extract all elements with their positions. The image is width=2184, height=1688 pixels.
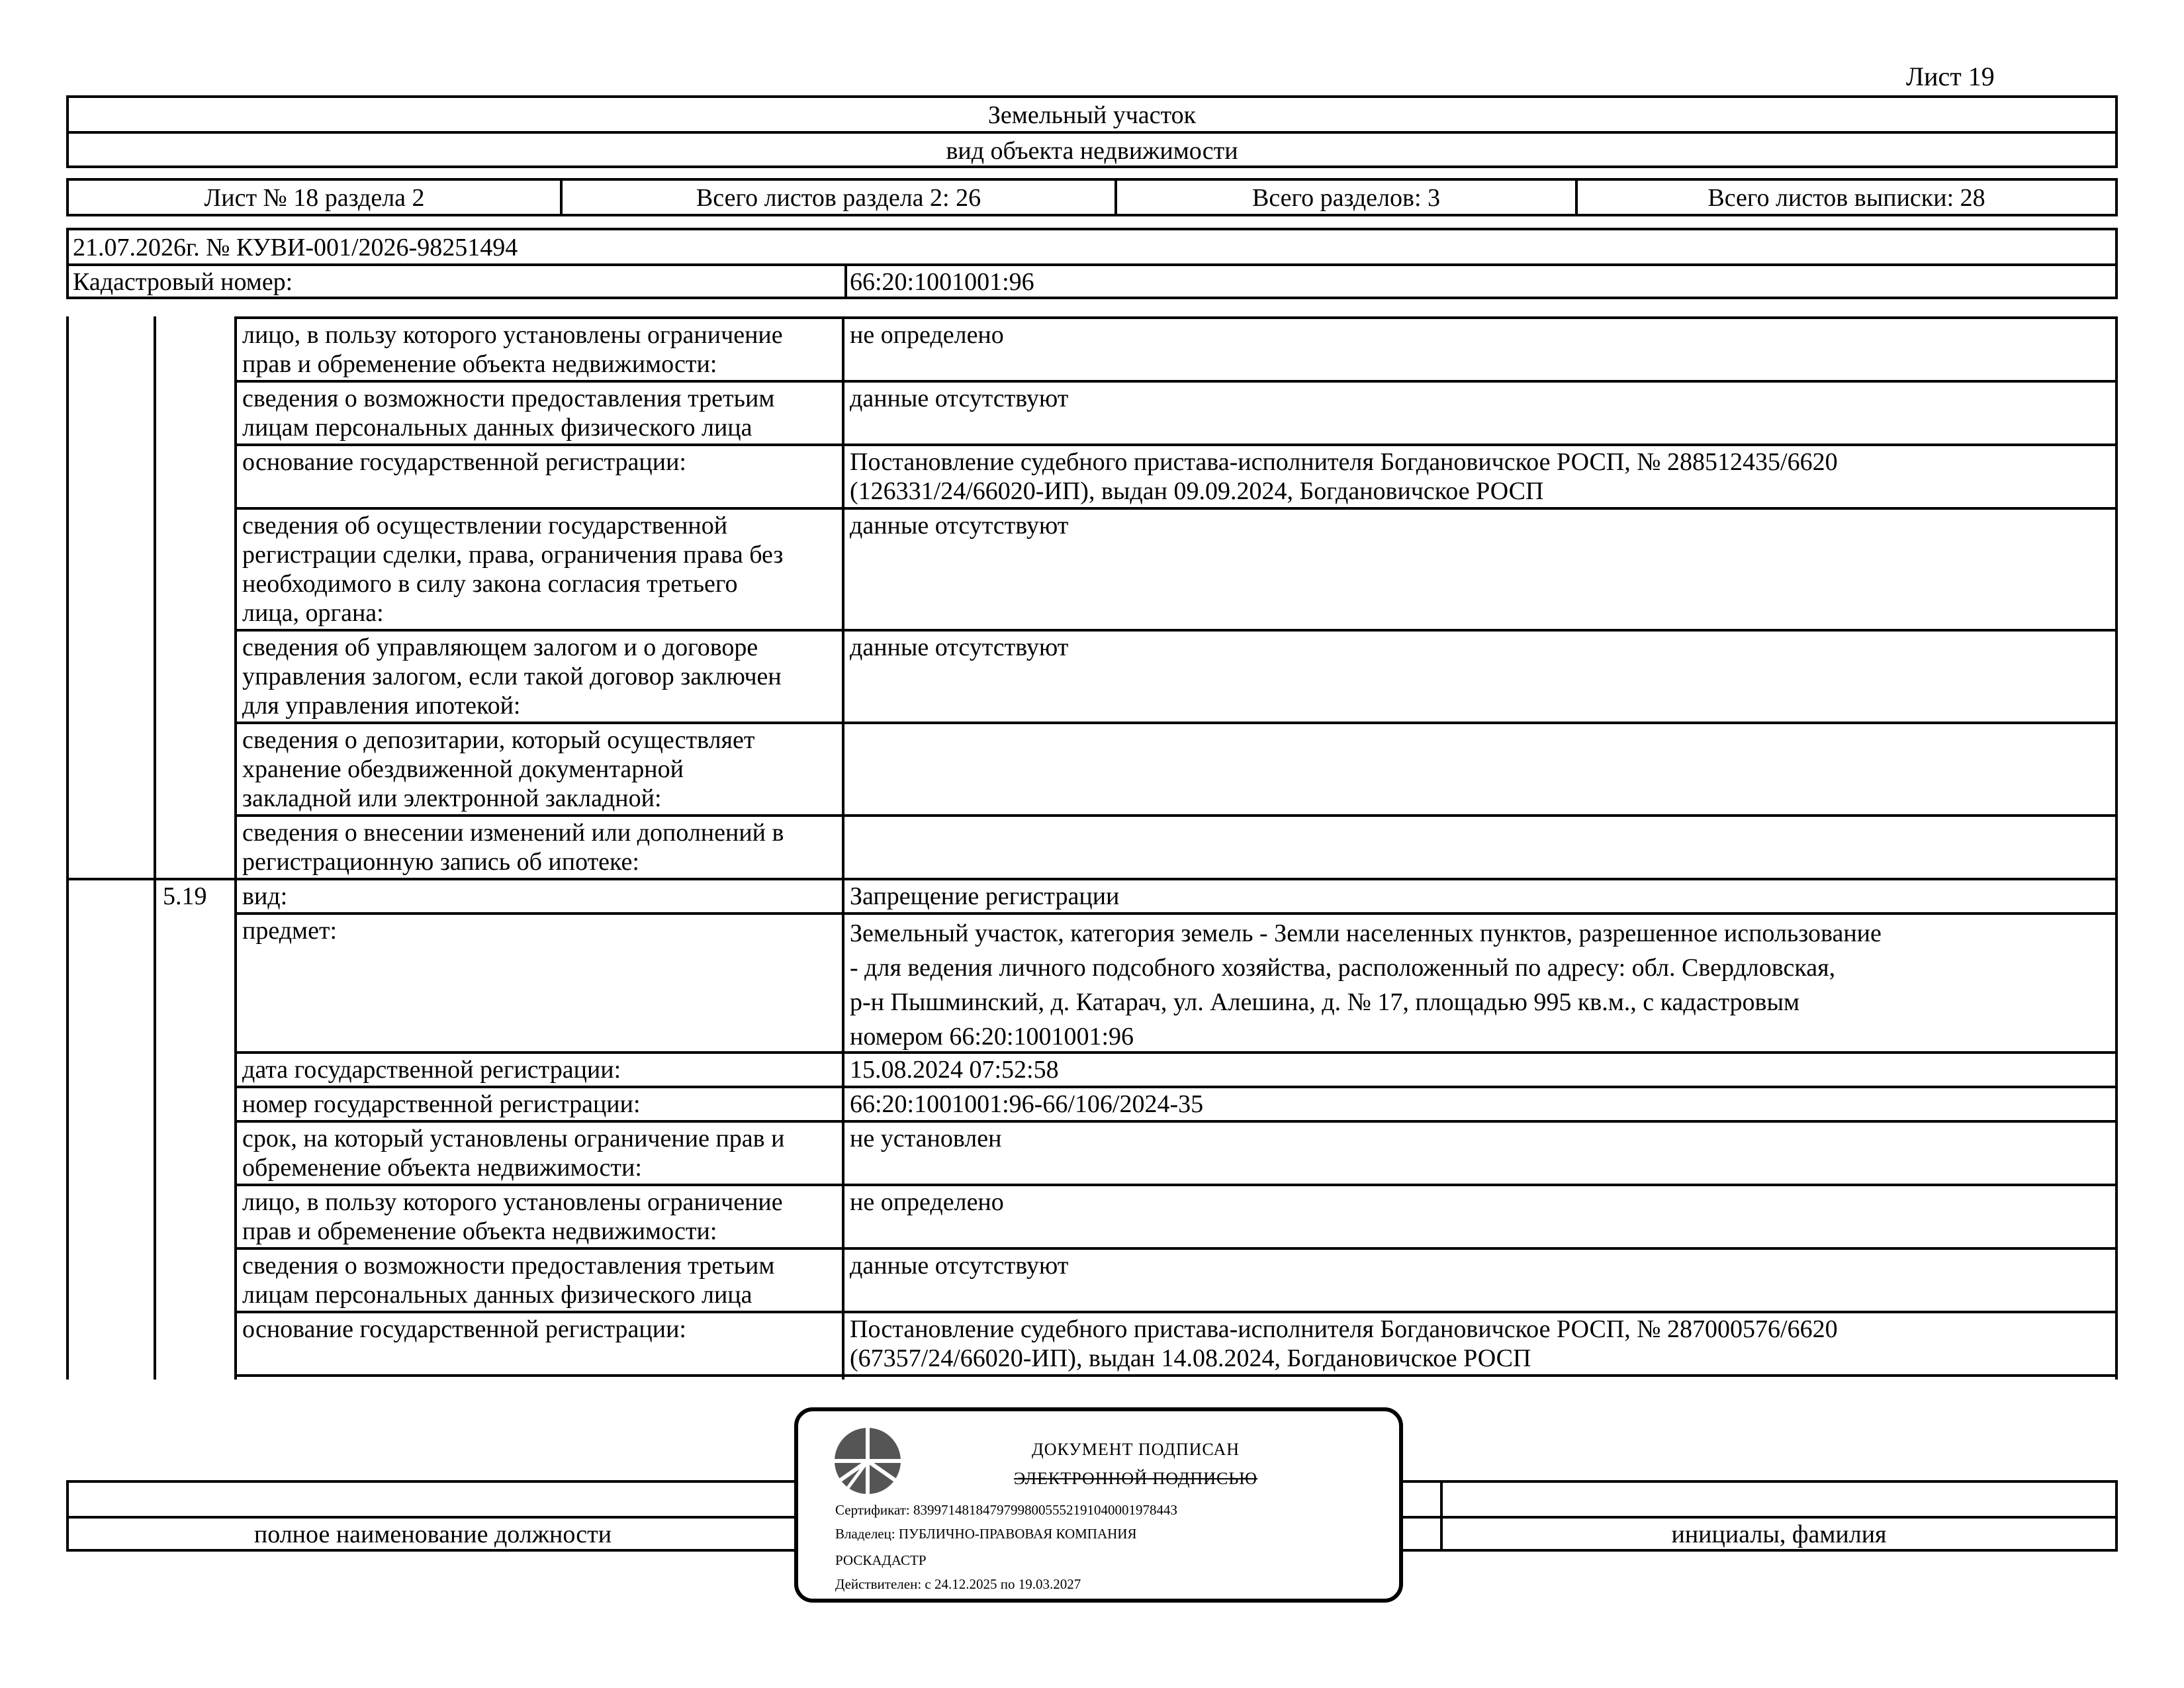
stamp-title-line1: ДОКУМЕНТ ПОДПИСАН — [1031, 1440, 1240, 1459]
row-value: 15.08.2024 07:52:58 — [850, 1056, 1059, 1084]
row-border — [234, 1311, 2118, 1313]
total-sections: Всего разделов: 3 — [1251, 184, 1441, 212]
row-value: данные отсутствуют — [850, 385, 1069, 412]
row-value: Постановление судебного пристава-исполнителя Богдановичское РОСП, № 287000576/6620 (67357/24/66020-ИП), выдан 14.08.2024, Богдановичское РОСП — [850, 1315, 1838, 1372]
extract-date-number: 21.07.2026г. № КУВИ-001/2026-98251494 — [73, 234, 518, 261]
cadastral-value: 66:20:1001001:96 — [850, 268, 1034, 296]
sheet-number: Лист 19 — [1906, 62, 1995, 91]
row-border — [234, 722, 2118, 724]
row-label: сведения об управляющем залогом и о договоре управления залогом, если такой договор заключен для управления ипотекой: — [242, 633, 782, 720]
row-value: Земельный участок, категория земель - Земли населенных пунктов, разрешенное использование - для ведения личного подсобного хозяйства, расположенный по адресу: обл. Свердловская, р-н Пышминский, д. Катарач, ул. Алешина, д. № 17, площадью 995 кв.м., с кадастровым номером 66:20:1001001:96 — [850, 919, 1882, 1051]
row-border — [234, 380, 2118, 383]
row-value: не определено — [850, 321, 1004, 349]
stamp-owner-line1: Владелец: ПУБЛИЧНО-ПРАВОВАЯ КОМПАНИЯ — [835, 1526, 1137, 1542]
object-title: Земельный участок — [987, 101, 1197, 129]
total-sheets-extract: Всего листов выписки: 28 — [1707, 184, 1985, 212]
row-label: номер государственной регистрации: — [242, 1090, 641, 1118]
row-label: дата государственной регистрации: — [242, 1056, 621, 1084]
row-border — [234, 1120, 2118, 1123]
col-value-border — [842, 316, 844, 1380]
stamp-title-line2: ЭЛЕКТРОННОЙ ПОДПИСЬЮ — [1014, 1469, 1257, 1488]
row-border — [234, 912, 2118, 915]
row-border — [66, 878, 2118, 880]
col-label-border — [234, 316, 237, 1380]
col-num-border — [154, 316, 156, 1380]
object-kind-caption: вид объекта недвижимости — [946, 137, 1238, 165]
stamp-certificate: Сертификат: 8399714818479799800555219104000197844З — [835, 1502, 1178, 1518]
row-label: сведения об осуществлении государственной регистрации сделки, права, ограничения права без необходимого в силу закона согласия третьего лица, органа: — [242, 512, 784, 627]
row-border — [234, 814, 2118, 817]
row-value: данные отсутствуют — [850, 1252, 1069, 1280]
cadastral-label: Кадастровый номер: — [73, 268, 293, 296]
registry-box — [66, 228, 2118, 299]
encumbrance-table — [66, 316, 2118, 1382]
row-value: данные отсутствуют — [850, 512, 1069, 539]
position-caption: полное наименование должности — [253, 1521, 612, 1548]
col-outer-right — [2115, 316, 2118, 1380]
registry-logo-icon — [831, 1425, 904, 1497]
name-caption: инициалы, фамилия — [1671, 1521, 1887, 1548]
stamp-owner-line2: РОСКАДАСТР — [835, 1552, 927, 1568]
row-border — [234, 444, 2118, 446]
row-value: данные отсутствуют — [850, 633, 1069, 661]
sheet-of-section: Лист № 18 раздела 2 — [204, 184, 425, 212]
object-title-box — [66, 95, 2118, 168]
row-label: лицо, в пользу которого установлены ограничение прав и обременение объекта недвижимости: — [242, 321, 783, 378]
row-border — [234, 1051, 2118, 1054]
row-label: сведения о возможности предоставления третьим лицам персональных данных физического лица — [242, 385, 775, 442]
row-label: предмет: — [242, 917, 338, 945]
row-border — [234, 1374, 2118, 1377]
row-label: основание государственной регистрации: — [242, 448, 686, 476]
row-label: срок, на который установлены ограничение прав и обременение объекта недвижимости: — [242, 1125, 785, 1182]
col-outer-left — [66, 316, 69, 1380]
sheet-counts-box — [66, 178, 2118, 216]
e-signature-stamp — [794, 1407, 1403, 1603]
row-value: не установлен — [850, 1125, 1002, 1152]
row-value: 66:20:1001001:96-66/106/2024-35 — [850, 1090, 1204, 1118]
stamp-validity: Действителен: с 24.12.2025 по 19.03.2027 — [835, 1576, 1081, 1592]
row-border — [234, 629, 2118, 632]
row-border — [234, 1247, 2118, 1250]
row-label: основание государственной регистрации: — [242, 1315, 686, 1343]
row-border — [234, 1086, 2118, 1088]
total-sheets-section: Всего листов раздела 2: 26 — [696, 184, 981, 212]
row-value: не определено — [850, 1188, 1004, 1216]
row-label: лицо, в пользу которого установлены ограничение прав и обременение объекта недвижимости: — [242, 1188, 783, 1245]
row-value: Постановление судебного пристава-исполнителя Богдановичское РОСП, № 288512435/6620 (126331/24/66020-ИП), выдан 09.09.2024, Богдановичское РОСП — [850, 448, 1838, 505]
row-border — [234, 1184, 2118, 1186]
row-border — [234, 507, 2118, 510]
row-label: сведения о депозитарии, который осуществляет хранение обездвиженной документарной закладной или электронной закладной: — [242, 726, 755, 812]
row-value: Запрещение регистрации — [850, 882, 1120, 910]
table-top-border — [234, 316, 2118, 319]
row-number: 5.19 — [163, 882, 207, 910]
row-label: сведения о возможности предоставления третьим лицам персональных данных физического лица — [242, 1252, 775, 1309]
row-label: сведения о внесении изменений или дополнений в регистрационную запись об ипотеке: — [242, 819, 784, 876]
row-label: вид: — [242, 882, 288, 910]
